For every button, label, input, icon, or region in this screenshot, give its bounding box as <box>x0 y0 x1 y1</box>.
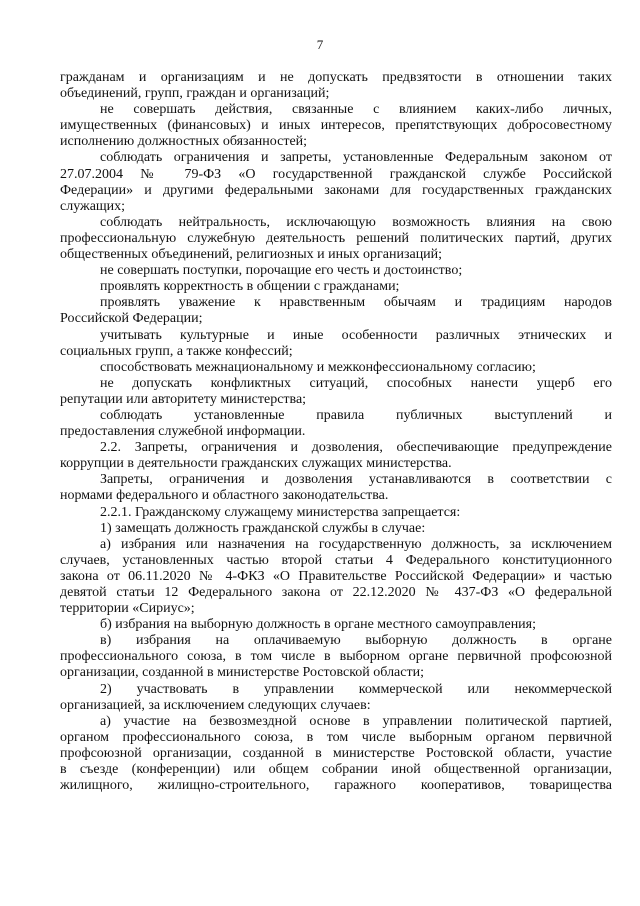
text-line: соблюдать нейтральность, исключающую возможность влияния на свою <box>100 214 612 230</box>
text-line: профсоюзной организации, созданной в министерстве Ростовской области, участие <box>60 745 612 761</box>
text-line: социальных групп, а также конфессий; <box>60 343 293 359</box>
text-line: территории «Сириус»; <box>60 601 195 617</box>
text-line: Российской Федерации; <box>60 311 203 327</box>
text-line: закона от 06.11.2020 № 4-ФКЗ «О Правительстве Российской Федерации» и частью <box>60 568 612 584</box>
text-line: соблюдать ограничения и запреты, установленные Федеральным законом от <box>100 150 612 166</box>
text-line: б) избрания на выборную должность в органе местного самоуправления; <box>100 617 537 633</box>
text-line: 27.07.2004 № 79-ФЗ «О государственной гражданской службе Российской <box>60 166 612 182</box>
text-line: учитывать культурные и иные особенности различных этнических и <box>100 327 612 343</box>
text-line: исполнению должностных обязанностей; <box>60 134 308 150</box>
text-line: а) участие на безвозмездной основе в управлении политической партией, <box>100 713 612 729</box>
text-line: в съезде (конференции) или общем собрании иной общественной организации, <box>60 762 612 778</box>
text-line: 2.2. Запреты, ограничения и дозволения, обеспечивающие предупреждение <box>100 440 612 456</box>
text-line: 2.2.1. Гражданскому служащему министерства запрещается: <box>100 504 461 520</box>
text-line: нормами федерального и областного законодательства. <box>60 488 389 504</box>
text-line: 2) участвовать в управлении коммерческой или некоммерческой <box>100 681 612 697</box>
text-line: а) избрания или назначения на государственную должность, за исключением <box>100 536 612 552</box>
text-line: общественных объединений, религиозных и иных организаций; <box>60 247 443 263</box>
text-line: организацией, за исключением следующих случаев: <box>60 697 371 713</box>
text-line: органом профессионального союза, в том числе выборным органом первичной <box>60 729 612 745</box>
text-line: в) избрания на оплачиваемую выборную должность в органе <box>100 633 612 649</box>
text-line: способствовать межнациональному и межконфессиональному согласию; <box>100 359 536 375</box>
text-line: не совершать поступки, порочащие его честь и достоинство; <box>100 263 463 279</box>
text-line: случаев, установленных частью второй статьи 4 Федерального конституционного <box>60 552 612 568</box>
text-line: проявлять уважение к нравственным обычаям и традициям народов <box>100 295 612 311</box>
text-line: 1) замещать должность гражданской службы в случае: <box>100 520 426 536</box>
text-line: Федерации» и другими федеральными законами для государственных гражданских <box>60 182 612 198</box>
text-line: девятой статьи 12 Федерального закона от 22.12.2020 № 437-ФЗ «О федеральной <box>60 585 612 600</box>
text-line: организации, созданной в министерстве Ростовской области; <box>60 665 424 681</box>
text-line: объединений, групп, граждан и организаций; <box>60 86 330 102</box>
text-line: предоставления служебной информации. <box>60 424 306 440</box>
text-line: гражданам и организациям и не допускать предвзятости в отношении таких <box>60 70 612 85</box>
text-line: коррупции в деятельности гражданских служащих министерства. <box>60 456 452 472</box>
text-line: проявлять корректность в общении с гражданами; <box>100 279 400 295</box>
page-number: 7 <box>316 37 324 52</box>
text-line: служащих; <box>60 198 126 214</box>
text-line: профессионального союза, в том числе в выборном органе первичной профсоюзной <box>60 649 612 665</box>
text-line: жилищного, жилищно-строительного, гаражного кооперативов, товарищества <box>60 778 612 794</box>
document-body <box>60 70 612 794</box>
text-line: профессиональную служебную деятельность решений политических партий, других <box>60 230 612 246</box>
text-line: соблюдать установленные правила публичных выступлений и <box>100 407 612 423</box>
text-line: не совершать действия, связанные с влиянием каких-либо личных, <box>100 102 612 118</box>
text-line: имущественных (финансовых) и иных интересов, препятствующих добросовестному <box>60 118 612 134</box>
text-line: Запреты, ограничения и дозволения устанавливаются в соответствии с <box>100 472 612 488</box>
text-line: репутации или авторитету министерства; <box>60 391 307 407</box>
text-line: не допускать конфликтных ситуаций, способных нанести ущерб его <box>100 375 612 391</box>
